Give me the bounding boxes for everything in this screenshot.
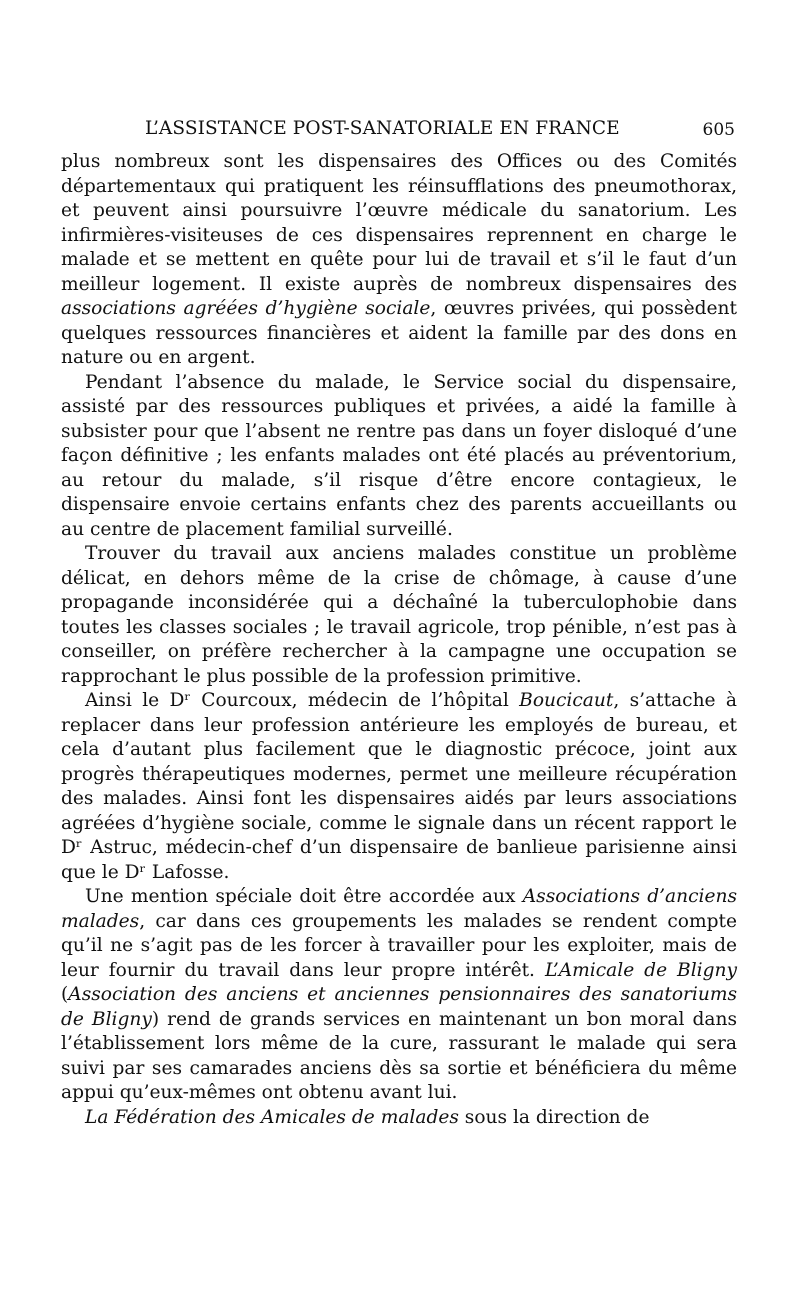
italic-segment: Boucicaut: [519, 690, 614, 711]
page-number: 605: [702, 120, 735, 140]
text-segment: Une mention spéciale doit être accordée aux: [85, 886, 523, 907]
body-text: [61, 150, 737, 1130]
page-header: [61, 110, 737, 150]
text-segment: Ainsi le Dʳ Courcoux, médecin de l’hôpital: [85, 690, 520, 711]
text-segment: sous la direction de: [458, 1106, 650, 1128]
document-page: [61, 110, 737, 1130]
paragraph: [61, 542, 737, 689]
text-segment: (: [61, 984, 69, 1005]
text-segment: , œuvres privées, qui possèdent quelques ressources financières et aident la famille par des dons en nature ou en argent.: [61, 298, 738, 368]
text-segment: Trouver du travail aux anciens malades constitue un problème délicat, en dehors même de la crise de chômage, à cause d’une propagande inconsidérée qui a déchaîné la tuberculophobie dans toutes les classes sociales ; le travail agricole, trop pénible, n’est pas à conseiller, on préfère rechercher à la campagne une occupation se rapprochant le plus possible de la profession primitive.: [61, 543, 737, 687]
text-segment: , car dans ces groupements les malades se rendent compte qu’il ne s’agit pas de les forcer à travailler pour les exploiter, mais de leur fournir du travail dans leur propre intérêt.: [61, 910, 737, 981]
italic-segment: associations agréées d’hygiène sociale: [61, 298, 431, 319]
italic-segment: Associations d’anciens malades: [61, 886, 737, 932]
text-segment: Pendant l’absence du malade, le Service social du dispensaire, assisté par des ressources publiques et privées, a aidé la famille à subsister pour que l’absent ne rentre pas dans un foyer disloqué d’une façon définitive ; les enfants malades ont été placés au préventorium, au retour du malade, s’il risque d’être encore contagieux, le dispensaire envoie certains enfants chez des parents accueillants ou au centre de placement familial surveillé.: [61, 371, 737, 540]
text-segment: , s’attache à replacer dans leur profession antérieure les employés de bureau, et cela d’autant plus facilement que le diagnostic précoce, joint aux progrès thérapeutiques modernes, permet une meilleure récupération des malades. Ainsi font les dispensaires aidés par leurs associations agréées d’hygiène sociale, comme le signale dans un récent rapport le Dʳ Astruc, médecin-chef d’un dispensaire de banlieue parisienne ainsi que le Dʳ Lafosse.: [61, 690, 738, 883]
paragraph: [61, 1106, 737, 1131]
paragraph: [61, 689, 737, 885]
italic-segment: Association des anciens et anciennes pensionnaires des sanatoriums de Bligny: [61, 984, 737, 1030]
text-segment: plus nombreux sont les dispensaires des Offices ou des Comités départementaux qui pratiquent les réinsufflations des pneumothorax, et peuvent ainsi poursuivre l’œuvre médicale du sanatorium. Les infirmières-visiteuses de ces dispensaires reprennent en charge le malade et se mettent en quête pour lui de travail et s’il le faut d’un meilleur logement. Il existe auprès de nombreux dispensaires des: [61, 151, 737, 295]
paragraph: [61, 150, 737, 371]
paragraph: [61, 371, 737, 543]
running-title: L’ASSISTANCE POST-SANATORIALE EN FRANCE: [145, 118, 620, 139]
italic-segment: L’Amicale de Bligny: [544, 959, 737, 981]
italic-segment: La Fédération des Amicales de malades: [85, 1106, 459, 1128]
paragraph: [61, 885, 737, 1106]
text-segment: ) rend de grands services en maintenant un bon moral dans l’établissement lors même de la cure, rassurant le malade qui sera suivi par ses camarades anciens dès sa sortie et bénéficiera du même appui qu’eux-mêmes ont obtenu avant lui.: [61, 1008, 737, 1103]
